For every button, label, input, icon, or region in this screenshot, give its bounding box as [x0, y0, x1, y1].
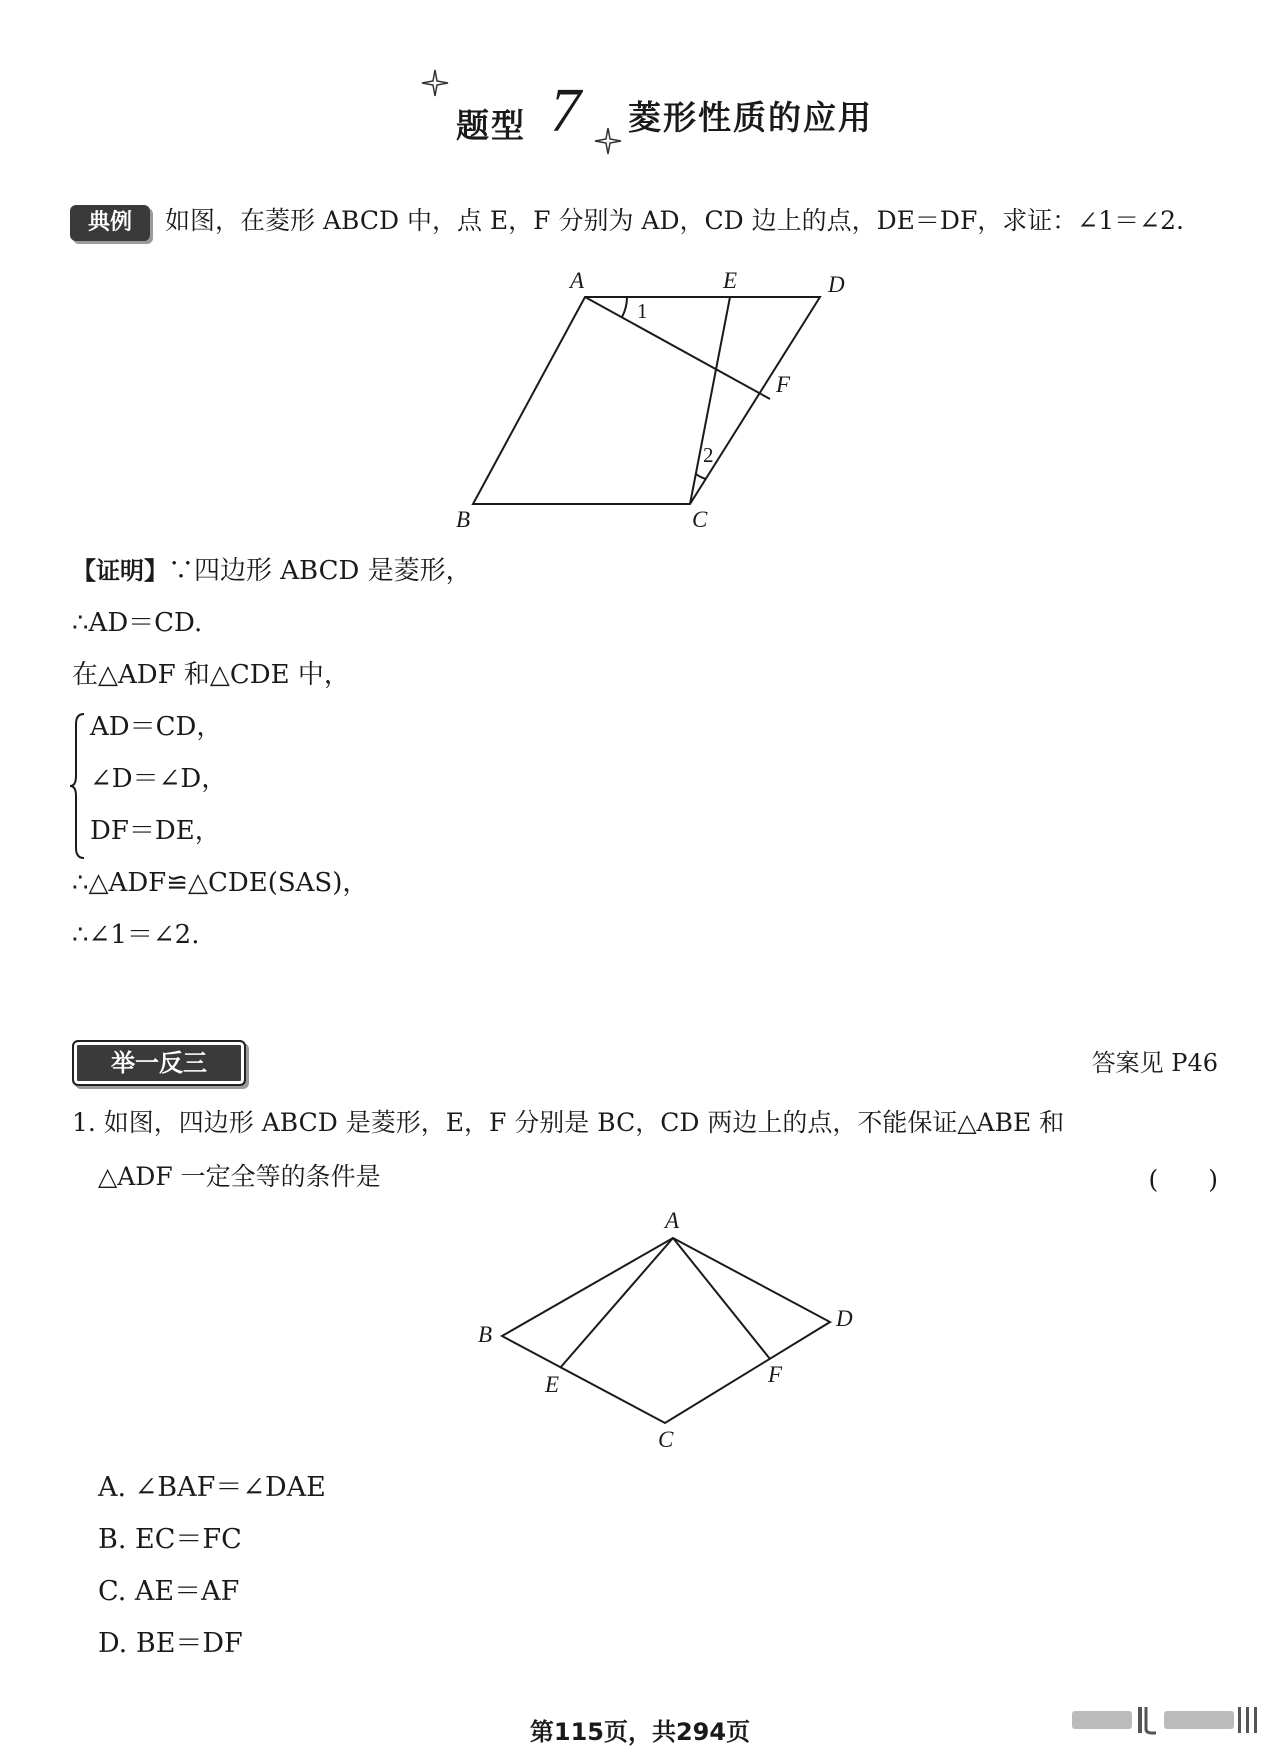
question-1-text: 1. 如图，四边形 ABCD 是菱形，E，F 分别是 BC，CD 两边上的点，不能保证△ABE 和 — [72, 1108, 1065, 1137]
left-brace — [68, 710, 88, 862]
label-c: C — [658, 1427, 674, 1452]
label-c: C — [692, 507, 708, 532]
proof-line: 在△ADF 和△CDE 中， — [72, 660, 350, 690]
segment-af — [673, 1238, 770, 1359]
page-indicator: 第115页，共294页 — [529, 1718, 751, 1746]
example-problem: 如图，在菱形 ABCD 中，点 E，F 分别为 AD，CD 边上的点，DE＝DF，求证：∠1＝∠2. — [165, 206, 1184, 235]
proof-condition: AD＝CD， — [90, 712, 223, 742]
angle-1-label: 1 — [637, 299, 648, 323]
title-number: 7 — [550, 77, 581, 145]
practice-tag: 举一反三 — [72, 1040, 246, 1086]
label-d: D — [828, 272, 845, 297]
rhombus-figure-question — [460, 1208, 880, 1452]
question-1-text-cont: △ADF 一定全等的条件是 — [98, 1162, 381, 1191]
angle-2-arc — [696, 474, 706, 479]
angle-2-label: 2 — [703, 443, 714, 467]
proof-condition: ∠D＝∠D， — [90, 764, 228, 794]
segment-ae — [560, 1238, 673, 1368]
proof-label: 【证明】 — [72, 557, 168, 585]
answer-blank: ( ) — [1148, 1165, 1218, 1194]
label-f: F — [768, 1362, 783, 1387]
label-e: E — [723, 268, 738, 293]
label-a: A — [665, 1208, 680, 1233]
title-text: 菱形性质的应用 — [628, 98, 873, 137]
label-d: D — [836, 1306, 853, 1331]
option-a: A. ∠BAF＝∠DAE — [98, 1472, 326, 1503]
proof-text: ∵四边形 ABCD 是菱形， — [168, 556, 472, 586]
option-d: D. BE＝DF — [98, 1628, 243, 1659]
example-tag: 典例 — [70, 205, 150, 241]
segment-af — [585, 297, 770, 399]
proof-condition: DF＝DE， — [90, 816, 221, 846]
sparkle-icon — [595, 128, 621, 154]
rhombus-figure-example — [430, 262, 890, 532]
angle-1-arc — [622, 297, 627, 317]
label-b: B — [478, 1322, 493, 1347]
label-e: E — [545, 1372, 560, 1397]
label-f: F — [776, 372, 791, 397]
sparkle-icon — [422, 70, 448, 96]
proof-line: ∴△ADF≌△CDE(SAS)， — [72, 868, 369, 898]
proof-line: ∴∠1＝∠2. — [72, 920, 200, 950]
answer-reference: 答案见 P46 — [1091, 1049, 1218, 1077]
label-b: B — [456, 507, 471, 532]
reader-controls-icon — [1072, 1705, 1262, 1735]
rhombus-abcd — [473, 297, 820, 504]
proof-line: ∴AD＝CD. — [72, 608, 203, 638]
proof-line — [72, 554, 472, 588]
option-b: B. EC＝FC — [98, 1524, 242, 1555]
option-c: C. AE＝AF — [98, 1576, 240, 1607]
section-title — [0, 70, 1280, 160]
title-prefix: 题型 — [456, 106, 526, 145]
label-a: A — [570, 268, 585, 293]
